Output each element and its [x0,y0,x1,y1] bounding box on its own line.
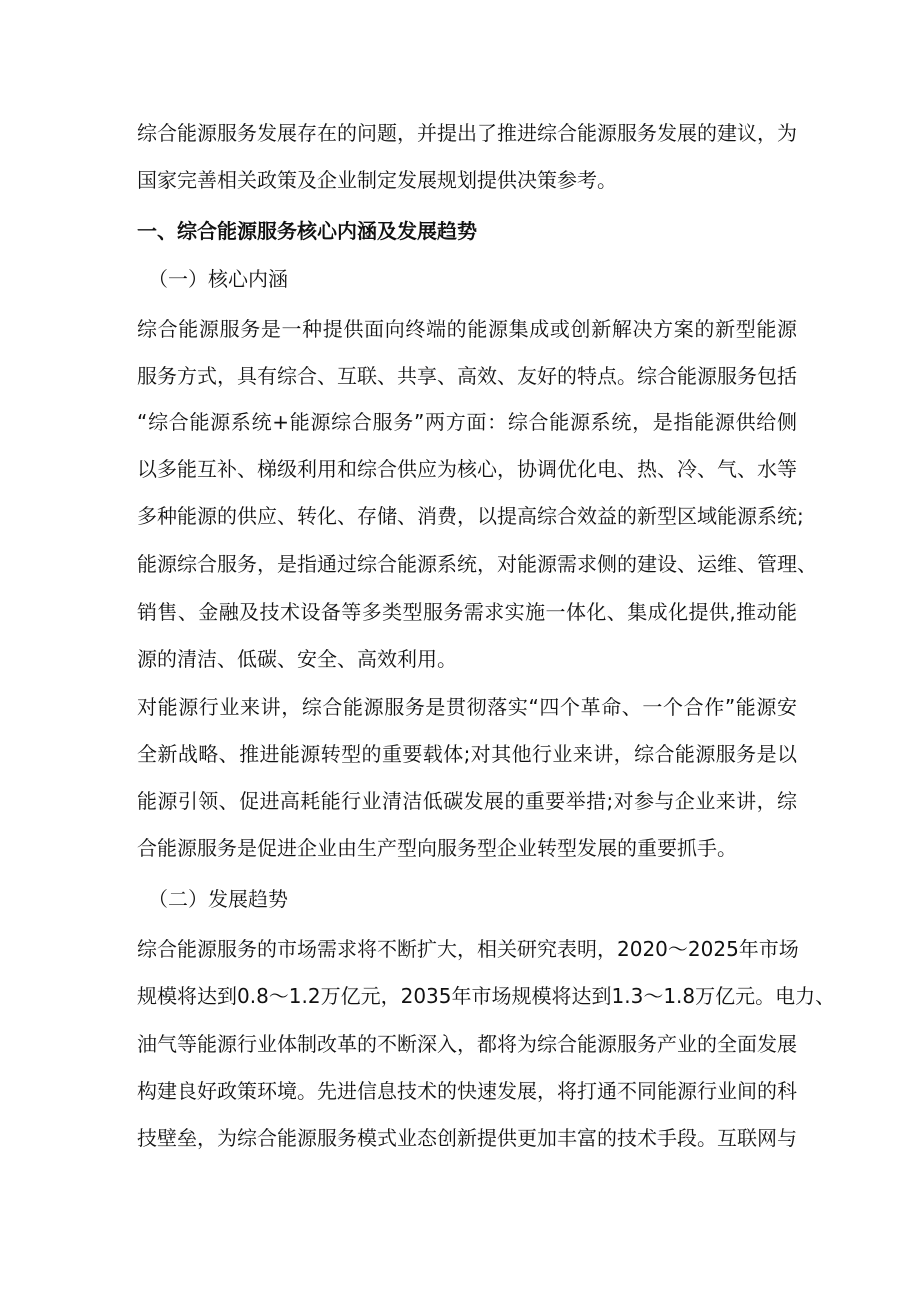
paragraph-line: 规模将达到0.8〜1.2万亿元，2035年市场规模将达到1.3〜1.8万亿元。电力、 [137,984,836,1008]
paragraph-line: “综合能源系统+能源综合服务”两方面：综合能源系统，是指能源供给侧 [137,410,797,434]
paragraph-line: 以多能互补、梯级利用和综合供应为核心，协调优化电、热、冷、气、水等 [137,457,797,481]
subsection-heading: （二）发展趋势 [148,887,288,911]
paragraph-line: 全新战略、推进能源转型的重要载体;对其他行业来讲，综合能源服务是以 [137,742,797,766]
paragraph-line: 能源引领、促进高耗能行业清洁低碳发展的重要举措;对参与企业来讲，综 [137,789,797,813]
paragraph-line: 服务方式，具有综合、互联、共享、高效、友好的特点。综合能源服务包括 [137,364,797,388]
paragraph-line: 销售、金融及技术设备等多类型服务需求实施一体化、集成化提供,推动能 [137,600,797,624]
paragraph-line: 构建良好政策环境。先进信息技术的快速发展，将打通不同能源行业间的科 [137,1079,797,1103]
section-heading: 一、综合能源服务核心内涵及发展趋势 [137,219,477,243]
paragraph-line: 对能源行业来讲，综合能源服务是贯彻落实“四个革命、一个合作”能源安 [137,695,797,719]
paragraph-line: 综合能源服务是一种提供面向终端的能源集成或创新解决方案的新型能源 [137,317,797,341]
paragraph-line: 油气等能源行业体制改革的不断深入，都将为综合能源服务产业的全面发展 [137,1032,797,1056]
paragraph-line: 能源综合服务，是指通过综合能源系统，对能源需求侧的建设、运维、管理、 [137,552,817,576]
paragraph-line: 源的清洁、低碳、安全、高效利用。 [137,647,457,671]
subsection-heading: （一）核心内涵 [148,267,288,291]
paragraph-line: 综合能源服务发展存在的问题，并提出了推进综合能源服务发展的建议，为 [137,121,797,145]
paragraph-line: 技壁垒，为综合能源服务模式业态创新提供更加丰富的技术手段。互联网与 [137,1126,797,1150]
paragraph-line: 合能源服务是促进企业由生产型向服务型企业转型发展的重要抓手。 [137,836,737,860]
paragraph-line: 国家完善相关政策及企业制定发展规划提供决策参考。 [137,168,617,192]
paragraph-line: 多种能源的供应、转化、存储、消费，以提高综合效益的新型区域能源系统; [137,504,804,528]
paragraph-line: 综合能源服务的市场需求将不断扩大，相关研究表明，2020〜2025年市场 [137,937,799,961]
